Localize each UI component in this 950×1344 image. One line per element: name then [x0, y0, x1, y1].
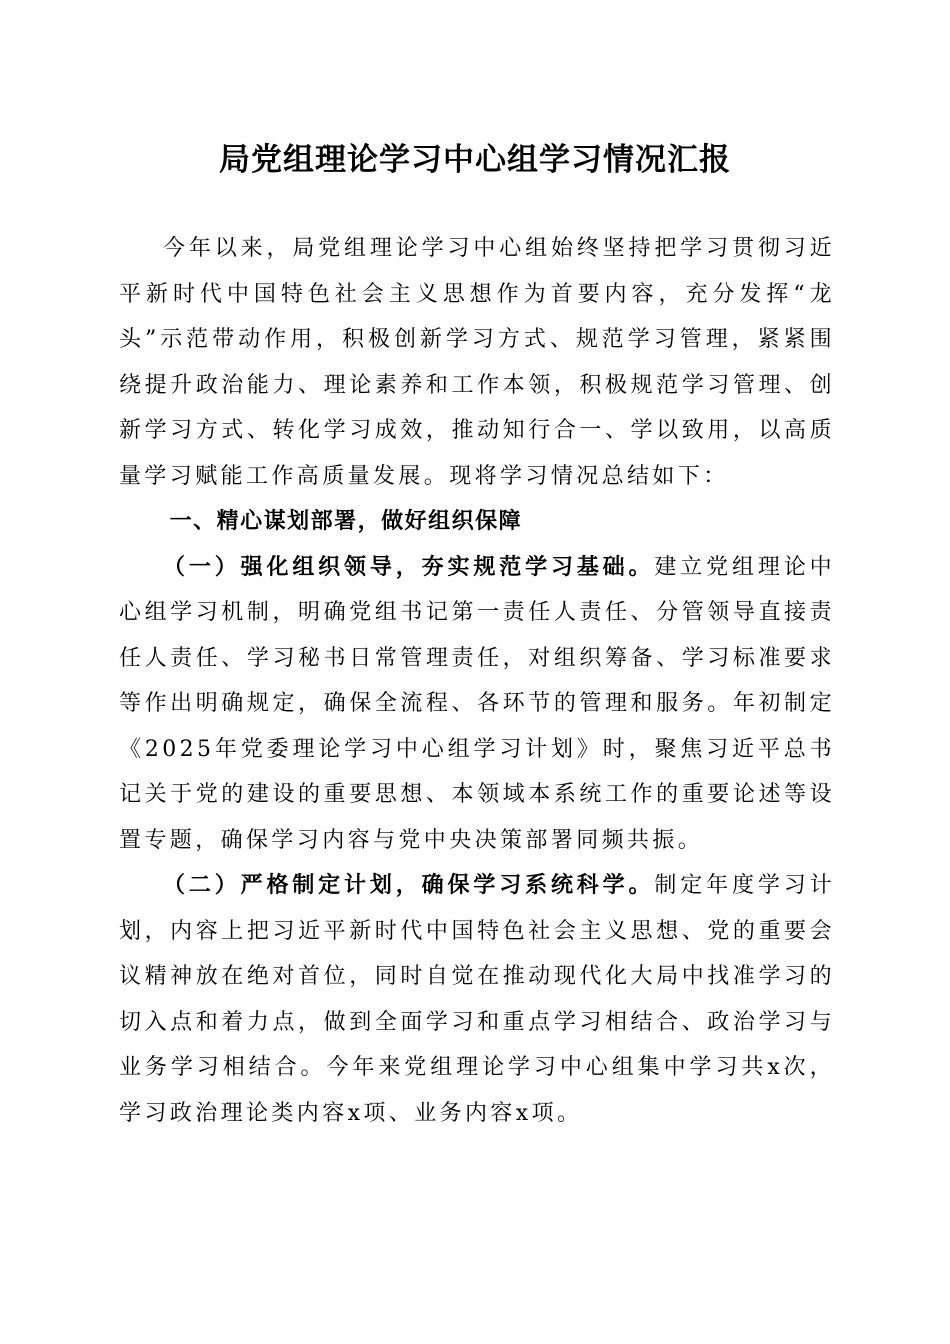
item-1-lead: （一）强化组织领导，夯实规范学习基础。	[163, 553, 655, 580]
item-2-text: 制定年度学习计划，内容上把习近平新时代中国特色社会主义思想、党的重要会议精神放在绝对首位，同时自觉在推动现代化大局中找准学习的切入点和着力点，做到全面学习和重点学习相结合、政治学习与业务学习相结合。今年来党组理论学习中心组集中学习共x次，学习政治理论类内容x项、业务内容x项。	[119, 873, 835, 1126]
document-title: 局党组理论学习中心组学习情况汇报	[219, 142, 731, 178]
paragraph-item-2	[119, 863, 835, 1136]
item-2-lead: （二）严格制定计划，确保学习系统科学。	[163, 872, 655, 898]
section-heading: 一、精心谋划部署，做好组织保障	[169, 509, 523, 534]
paragraph-item-1	[119, 545, 835, 864]
item-1-text: 建立党组理论中心组学习机制，明确党组书记第一责任人责任、分管领导直接责任人责任、学习秘书日常管理责任，对组织筹备、学习标准要求等作出明确规定，确保全流程、各环节的管理和服务。年初制定《2025年党委理论学习中心组学习计划》时，聚焦习近平总书记关于党的建设的重要思想、本领域本系统工作的重要论述等设置专题，确保学习内容与党中央决策部署同频共振。	[119, 554, 835, 853]
intro-paragraph: 今年以来，局党组理论学习中心组始终坚持把学习贯彻习近平新时代中国特色社会主义思想作为首要内容，充分发挥“龙头”示范带动作用，积极创新学习方式、规范学习管理，紧紧围绕提升政治能力、理论素养和工作本领，积极规范学习管理、创新学习方式、转化学习成效，推动知行合一、学以致用，以高质量学习赋能工作高质量发展。现将学习情况总结如下：	[119, 236, 835, 489]
document-body	[119, 226, 835, 1136]
